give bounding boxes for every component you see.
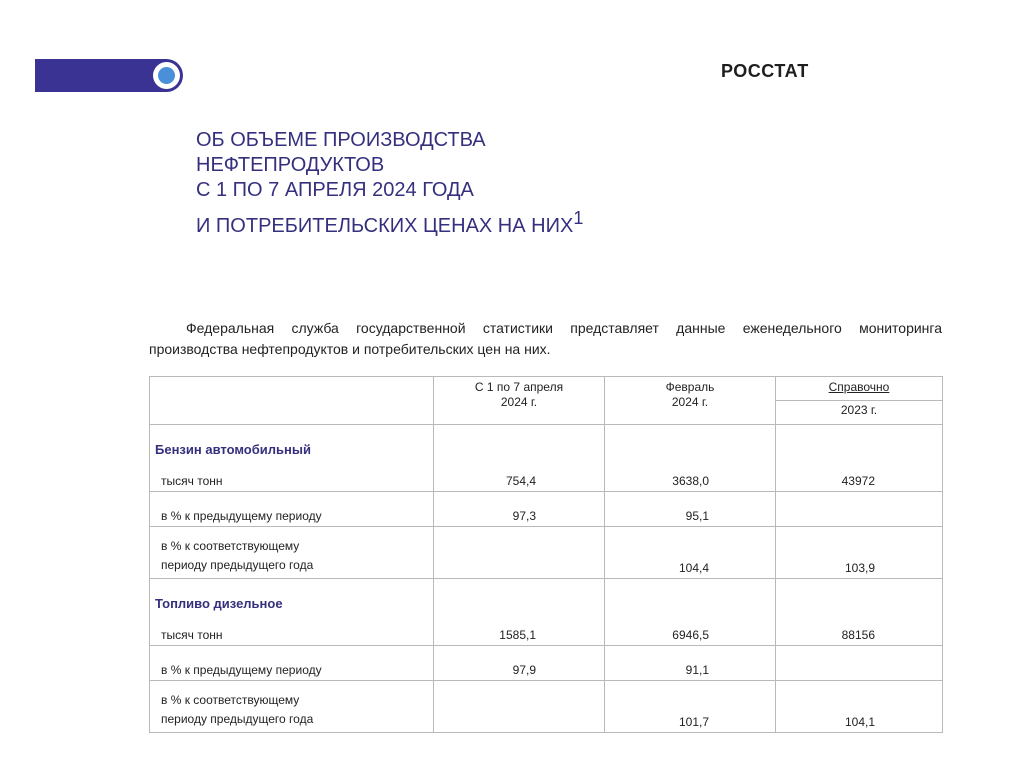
cell-value: 1585,1 <box>499 628 536 642</box>
section-title-gasoline: Бензин автомобильный <box>155 442 311 457</box>
row-label-prev-year: в % к соответствующему периоду предыдущего года <box>161 539 314 572</box>
table-row <box>150 579 943 646</box>
title-line-1: ОБ ОБЪЕМЕ ПРОИЗВОДСТВА <box>196 129 486 151</box>
title-line-3: С 1 ПО 7 АПРЕЛЯ 2024 ГОДА <box>196 179 474 201</box>
cell-value: 43972 <box>841 474 875 488</box>
cell-value: 104,1 <box>844 715 875 729</box>
row-label-thousand-tons: тысяч тонн <box>161 628 223 642</box>
cell-value: 754,4 <box>505 474 536 488</box>
table-row <box>150 681 943 733</box>
data-table <box>149 376 943 733</box>
cell-value: 103,9 <box>844 561 875 575</box>
row-label-thousand-tons: тысяч тонн <box>161 474 223 488</box>
table-row <box>150 492 943 527</box>
table-row <box>150 425 943 492</box>
cell-value: 88156 <box>841 628 875 642</box>
title-line-4 <box>196 206 756 239</box>
cell-value: 3638,0 <box>672 474 709 488</box>
cell-value: 101,7 <box>678 715 709 729</box>
col-header-month: Февраль 2024 г. <box>605 377 776 425</box>
table-row <box>150 527 943 579</box>
intro-line-1: Федеральная служба государственной статистики представляет данные еженедельного мониторинга <box>186 320 942 336</box>
org-name: РОССТАТ <box>721 61 809 81</box>
row-label-prev-year: в % к соответствующему периоду предыдущего года <box>161 693 314 726</box>
row-label-prev-period: в % к предыдущему периоду <box>161 663 322 677</box>
cell-value: 97,9 <box>512 663 536 677</box>
section-title-diesel: Топливо дизельное <box>155 596 283 611</box>
cell-value: 91,1 <box>685 663 709 677</box>
col-header-year: 2023 г. <box>776 401 943 425</box>
page-title <box>196 128 756 239</box>
cell-value: 6946,5 <box>672 628 709 642</box>
logo-dot-icon <box>158 67 175 84</box>
footnote-mark[interactable]: 1 <box>573 208 584 228</box>
logo-circle-icon <box>153 62 180 89</box>
intro-paragraph <box>149 318 942 360</box>
header-row <box>150 377 943 401</box>
header-empty-cell <box>150 377 434 425</box>
intro-line-2: производства нефтепродуктов и потребительских цен на них. <box>149 341 551 357</box>
cell-value: 95,1 <box>685 509 709 523</box>
reference-link[interactable]: Справочно <box>828 380 890 394</box>
col-header-week: С 1 по 7 апреля 2024 г. <box>434 377 605 425</box>
cell-value: 97,3 <box>512 509 536 523</box>
col-header-reference <box>776 377 943 401</box>
cell-value: 104,4 <box>678 561 709 575</box>
title-line-4-text: И ПОТРЕБИТЕЛЬСКИХ ЦЕНАХ НА НИХ <box>196 215 574 237</box>
row-label-prev-period: в % к предыдущему периоду <box>161 509 322 523</box>
brand-logo-bar <box>35 59 183 92</box>
title-line-2: НЕФТЕПРОДУКТОВ <box>196 154 385 176</box>
table-row <box>150 646 943 681</box>
